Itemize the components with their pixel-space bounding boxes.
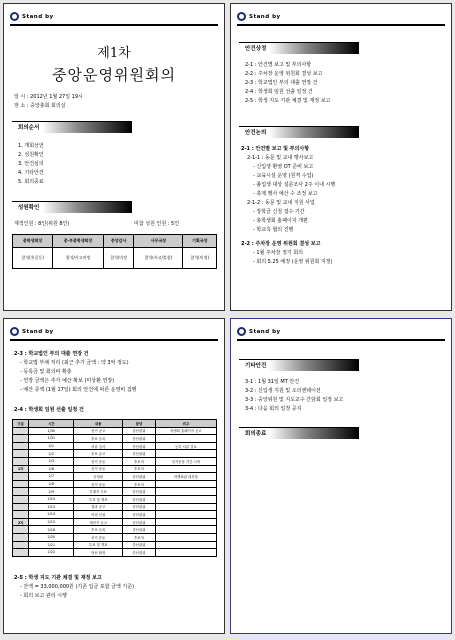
brand-label: Stand by <box>22 13 54 20</box>
table-cell: 2/21 <box>29 541 74 549</box>
etc-item: 3-2 : 신입생 지원 및 오리엔테이션 <box>245 388 321 394</box>
table-cell: 중앙감사 <box>103 235 134 248</box>
table-cell <box>13 549 29 557</box>
table-cell: 2/14 <box>29 511 74 519</box>
table-cell <box>13 457 29 465</box>
table-cell <box>155 495 216 503</box>
table-cell: 2/1 <box>29 442 74 450</box>
table-cell: 참석/사고미정 <box>53 248 104 269</box>
table-cell: 결과 공고 <box>74 503 123 511</box>
table-cell: 중선관위 <box>123 427 156 435</box>
review-item: - 교육시설 운영 (원격 수업) <box>253 173 314 179</box>
table-cell: 투표 및 개표 <box>74 541 123 549</box>
review-item: - 학교측 협의 진행 <box>253 227 294 233</box>
order-item: 4. 기타안건 <box>18 170 44 176</box>
review-item: - 회의 5.25 예정 (운영 위원회 지정) <box>253 259 333 265</box>
table-row <box>13 533 217 541</box>
table-cell <box>155 533 216 541</box>
table-cell: 후보자 <box>123 480 156 488</box>
section-heading-etc: 기타안건 <box>239 359 359 371</box>
table-row <box>13 248 217 269</box>
block-title: 2-5 : 학생 지도 기관 체결 및 재정 보고 <box>14 575 102 581</box>
logo-icon <box>10 327 19 336</box>
table-row <box>13 488 217 496</box>
table-cell <box>13 511 29 519</box>
table-cell: 당선 확정 <box>74 549 123 557</box>
meeting-title: 중앙운영위원회의 <box>52 66 176 84</box>
table-cell: 내용 <box>74 420 123 428</box>
table-row <box>13 457 217 465</box>
block-item: - 등록금 및 회의비 확충 <box>20 369 72 375</box>
table-cell: 등록 서류 검토 <box>155 442 216 450</box>
table-cell: 재선거 공고 <box>74 518 123 526</box>
table-cell <box>13 488 29 496</box>
table-cell: 중선관위 <box>123 541 156 549</box>
table-cell: 구분 <box>13 420 29 428</box>
review-item: 2-2 : 주차장 운영 위원회 결성 보고 <box>241 241 321 247</box>
table-cell: 2/16 <box>29 526 74 534</box>
page-header <box>237 327 281 336</box>
etc-item: 3-1 : 1월 31일 MT 안건 <box>245 379 300 385</box>
table-cell: 투표 및 개표 <box>74 495 123 503</box>
table-cell: 2/8 <box>29 480 74 488</box>
table-cell: 참석(홍길동) <box>13 248 53 269</box>
order-item: 1. 개회선언 <box>18 143 44 149</box>
table-cell <box>155 518 216 526</box>
table-cell <box>155 488 216 496</box>
logo-icon <box>10 12 19 21</box>
table-cell <box>13 533 29 541</box>
table-cell: 이의 신청 <box>74 511 123 519</box>
table-cell <box>155 450 216 458</box>
table-cell: 2/2 <box>29 450 74 458</box>
section-heading-report: 안건상정 <box>239 42 359 54</box>
table-cell: 후보 등록 <box>74 526 123 534</box>
block-title: 2-4 : 학생회 임원 선출 일정 건 <box>14 407 84 413</box>
report-item: 2-1 : 안건별 보고 및 부의사항 <box>245 62 312 68</box>
table-row <box>13 450 217 458</box>
table-cell: 중선관위 <box>123 526 156 534</box>
review-item: - 신입생 환영 OT 준비 보고 <box>253 164 314 170</box>
roll-present: 미참 성원 인원 : 5인 <box>134 221 180 227</box>
document-page-4 <box>230 318 452 634</box>
table-cell: 2/13 <box>29 503 74 511</box>
block-item: - 학교법 부채 처리 (최근 추가 금액 : 약 3억 정도) <box>20 360 129 366</box>
review-item: - 1월 주차장 정기 회의 <box>253 250 303 256</box>
table-row <box>13 495 217 503</box>
table-row <box>13 473 217 481</box>
table-cell: 중선관위 <box>123 435 156 443</box>
table-cell <box>13 503 29 511</box>
order-item: 2. 성원확인 <box>18 152 44 158</box>
document-page-2 <box>230 3 452 311</box>
page-header <box>10 327 54 336</box>
table-cell: 2차 <box>13 518 29 526</box>
header-rule <box>10 339 218 341</box>
table-cell: 2/10 <box>29 495 74 503</box>
meeting-date: 일 시 : 2012년 1월 27일 19시 <box>14 94 83 100</box>
table-cell: 2/22 <box>29 549 74 557</box>
etc-item: 3-3 : 중앙위원 및 지도교수 간담회 일정 보고 <box>245 397 344 403</box>
table-cell <box>155 511 216 519</box>
table-cell: 2/15 <box>29 518 74 526</box>
table-cell: 중선관위 <box>123 549 156 557</box>
table-cell <box>13 541 29 549</box>
table-cell: 선거 공고 <box>74 427 123 435</box>
table-cell: 선거 운동 <box>74 457 123 465</box>
logo-icon <box>237 327 246 336</box>
block-item: - 잔액 = 33,000,000원 (기존 입금 포함 금액 기준) <box>20 584 135 590</box>
table-row <box>13 465 217 473</box>
table-cell <box>155 480 216 488</box>
table-cell <box>13 435 29 443</box>
review-item: 2-1-1 : 동문 및 교내 행사보고 <box>247 155 314 161</box>
table-cell: 선거 운동 <box>74 465 123 473</box>
document-page-3 <box>3 318 225 634</box>
table-row <box>13 435 217 443</box>
table-cell: 중선관위 <box>123 511 156 519</box>
logo-icon <box>237 12 246 21</box>
table-cell: 2/3 <box>29 457 74 465</box>
table-cell: 중선관위 <box>123 518 156 526</box>
brand-label: Stand by <box>249 13 281 20</box>
block-title: 2-3 : 학교법인 부의 대출 연장 건 <box>14 351 89 357</box>
header-rule <box>237 24 445 26</box>
table-cell: 후보자 <box>123 465 156 473</box>
table-cell: 2/20 <box>29 533 74 541</box>
table-cell <box>13 442 29 450</box>
table-cell: 선거 운동 <box>74 533 123 541</box>
review-item: - 장학금 신청 접수 기간 <box>253 209 305 215</box>
table-cell <box>13 526 29 534</box>
table-cell: 후보자 <box>123 533 156 541</box>
review-item: 2-1 : 안건별 보고 및 부의사항 <box>241 146 310 152</box>
table-cell: 2/6 <box>29 465 74 473</box>
table-cell: 서류 심사 <box>74 442 123 450</box>
section-heading-end: 회의종료 <box>239 427 359 439</box>
section-heading-roll: 성원확인 <box>12 201 132 213</box>
attendance-table <box>12 234 217 269</box>
table-cell: 중선관위 <box>123 503 156 511</box>
report-item: 2-4 : 학생회 임원 선출 일정 건 <box>245 89 313 95</box>
block-item: - 예산 증액 (1월 17일) 회의 안건에 따른 운영비 집행 <box>20 387 137 393</box>
table-cell: 시간 <box>29 420 74 428</box>
table-cell: 2/7 <box>29 473 74 481</box>
table-cell: 중선관위 <box>123 488 156 496</box>
table-cell: 총학생회장 <box>13 235 53 248</box>
table-cell: 참석/미정 <box>103 248 134 269</box>
table-cell: 비고 <box>155 420 216 428</box>
table-row <box>13 518 217 526</box>
table-cell: 참석(미정) <box>183 248 217 269</box>
table-cell: 1/30 <box>29 427 74 435</box>
table-cell: 학생회 홈페이지 공고 <box>155 427 216 435</box>
page-header <box>10 12 54 21</box>
table-header-row <box>13 235 217 248</box>
table-cell <box>13 495 29 503</box>
table-cell: 중선관위 <box>123 450 156 458</box>
report-item: 2-2 : 주차장 운영 위원회 결성 보고 <box>245 71 323 77</box>
order-item: 3. 안건심의 <box>18 161 44 167</box>
review-item: - 졸업생 대상 설문조사 2주 이내 시행 <box>253 182 336 188</box>
table-row <box>13 549 217 557</box>
table-cell: 공청회 <box>74 473 123 481</box>
header-rule <box>10 24 218 26</box>
meeting-title-number: 제1차 <box>97 46 131 61</box>
table-header-row <box>13 420 217 428</box>
page-header <box>237 12 281 21</box>
table-cell <box>155 549 216 557</box>
table-cell: 2/9 <box>29 488 74 496</box>
table-cell: 1/31 <box>29 435 74 443</box>
etc-item: 3-4 : 다음 회의 일정 공지 <box>245 406 302 412</box>
table-cell: 1차 <box>13 465 29 473</box>
table-cell: 선거운동 기간 시작 <box>155 457 216 465</box>
table-row <box>13 480 217 488</box>
section-heading-review: 안건논의 <box>239 126 359 138</box>
table-row <box>13 427 217 435</box>
section-heading-order: 회의순서 <box>12 121 132 133</box>
roll-total: 재적인원 : 8인(위원 8인) <box>14 221 70 227</box>
block-item: - 연장 금액은 추가 예산 확보 (미상환 연장) <box>20 378 115 384</box>
table-row <box>13 511 217 519</box>
table-cell <box>155 541 216 549</box>
table-cell: 선거 운동 <box>74 480 123 488</box>
table-cell: 중선관위 <box>123 495 156 503</box>
review-item: - 총학생회 홈페이지 개편 <box>253 218 308 224</box>
table-cell <box>155 503 216 511</box>
header-rule <box>237 339 445 341</box>
table-cell <box>155 465 216 473</box>
order-item: 5. 회의종료 <box>18 179 44 185</box>
table-row <box>13 503 217 511</box>
table-cell <box>13 473 29 481</box>
table-cell <box>155 435 216 443</box>
table-cell <box>13 450 29 458</box>
table-cell: 중선관위 <box>123 442 156 450</box>
table-cell: 총·부총학생회장 <box>53 235 104 248</box>
block-item: - 회의 보고 관리 시행 <box>20 593 67 599</box>
table-cell: 담당 <box>123 420 156 428</box>
table-cell: 학생회관 대강당 <box>155 473 216 481</box>
table-cell <box>13 427 29 435</box>
schedule-table <box>12 419 217 557</box>
report-item: 2-5 : 학생 지도 기관 체결 및 재정 보고 <box>245 98 331 104</box>
table-cell: 부재자 투표 <box>74 488 123 496</box>
table-row <box>13 442 217 450</box>
table-cell: 후보 등록 <box>74 435 123 443</box>
table-cell: 후보자 <box>123 457 156 465</box>
document-page-1 <box>3 3 225 311</box>
meeting-place: 장 소 : 중앙총회 회의실 <box>14 103 66 109</box>
table-row <box>13 526 217 534</box>
table-row <box>13 541 217 549</box>
table-cell: 중선관위 <box>123 473 156 481</box>
table-cell: 기획국장 <box>183 235 217 248</box>
table-cell: 참석(사고/불참) <box>134 248 183 269</box>
table-cell: 사무국장 <box>134 235 183 248</box>
table-cell <box>155 526 216 534</box>
table-cell <box>13 480 29 488</box>
review-item: 2-1-2 : 동문 및 교내 지원 사업 <box>247 200 315 206</box>
table-cell: 후보 공고 <box>74 450 123 458</box>
review-item: - 축제 행사 예산 수 조정 보고 <box>253 191 318 197</box>
brand-label: Stand by <box>249 328 281 335</box>
report-item: 2-3 : 학교법인 부의 대출 연장 건 <box>245 80 318 86</box>
brand-label: Stand by <box>22 328 54 335</box>
